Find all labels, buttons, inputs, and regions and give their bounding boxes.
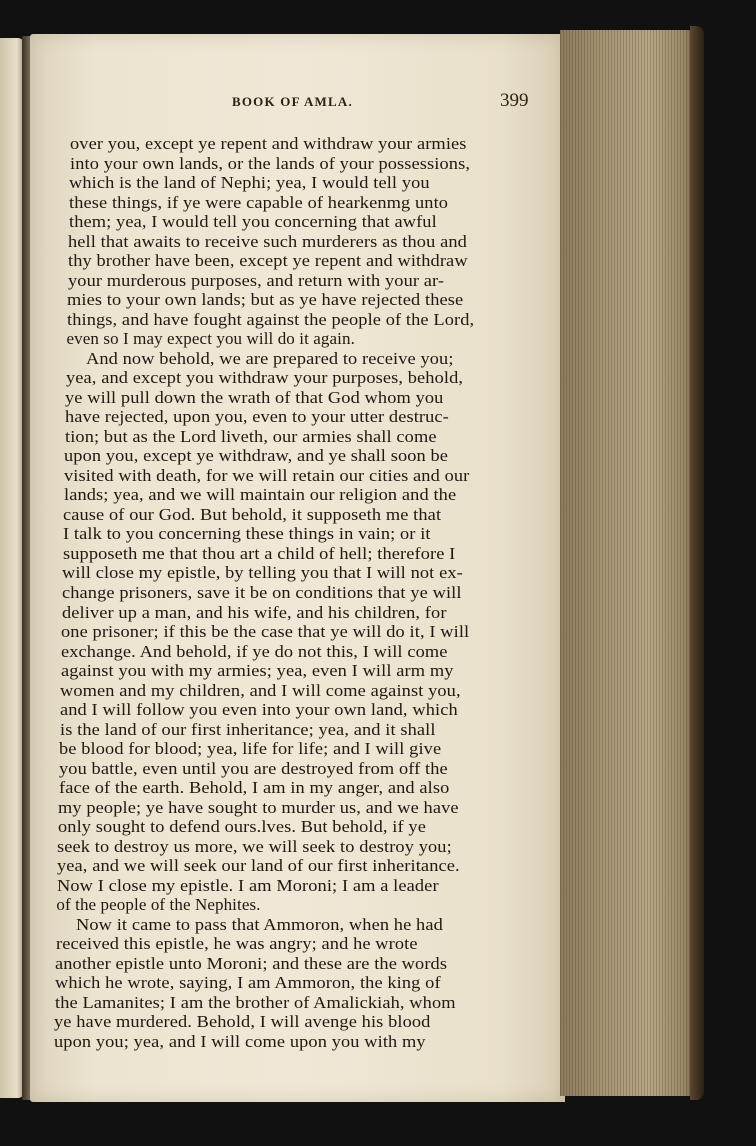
text-line: and I will follow you even into your own land, which bbox=[59, 700, 458, 720]
text-line: seek to destroy us more, we will seek to destroy you; bbox=[57, 836, 453, 856]
text-line: Now it came to pass that Ammoron, when he had bbox=[76, 914, 443, 934]
text-line: which is the land of Nephi; yea, I would tell you bbox=[69, 173, 430, 193]
text-line: even so I may expect you will do it again. bbox=[66, 329, 355, 349]
text-line: cause of our God. But behold, it supposeth me that bbox=[63, 504, 442, 524]
text-line: change prisoners, save it be on conditions that ye will bbox=[62, 583, 462, 602]
text-line: another epistle unto Moroni; and these are the words bbox=[55, 953, 448, 973]
text-line: Now I close my epistle. I am Moroni; I am a leader bbox=[56, 875, 439, 895]
text-line: received this epistle, he was angry; and he wrote bbox=[55, 934, 418, 954]
text-line: of the people of the Nephites. bbox=[56, 895, 261, 915]
text-line: yea, and except you withdraw your purposes, behold, bbox=[65, 368, 463, 388]
text-line: you battle, even until you are destroyed from off the bbox=[58, 758, 448, 778]
page-number: 399 bbox=[500, 90, 529, 111]
text-line: things, and have fought against the people of the Lord, bbox=[66, 309, 475, 329]
text-line: deliver up a man, and his wife, and his children, for bbox=[61, 602, 447, 622]
text-line: over you, except ye repent and withdraw your armies bbox=[70, 134, 467, 153]
text-line: supposeth me that thou art a child of hell; therefore I bbox=[62, 543, 456, 563]
text-line: which he wrote, saying, I am Ammoron, the king of bbox=[55, 973, 441, 993]
text-line: I talk to you concerning these things in vain; or it bbox=[63, 524, 431, 544]
text-line: be blood for blood; yea, life for life; and I will give bbox=[59, 739, 442, 759]
text-line: them; yea, I would tell you concerning that awful bbox=[68, 212, 437, 232]
text-line: exchange. And behold, if ye do not this, I will come bbox=[60, 641, 448, 661]
text-line: only sought to defend ours.lves. But behold, if ye bbox=[57, 817, 426, 837]
text-line: hell that awaits to receive such murderers as thou and bbox=[68, 231, 468, 251]
text-line: And now behold, we are prepared to receive you; bbox=[86, 348, 454, 368]
text-line: one prisoner; if this be the case that ye will do it, I will bbox=[61, 622, 470, 642]
running-head: BOOK OF AMLA. bbox=[232, 94, 353, 109]
text-line: is the land of our first inheritance; yea, and it shall bbox=[59, 719, 436, 739]
text-line: will close my epistle, by telling you that I will not ex- bbox=[62, 563, 464, 583]
text-line: thy brother have been, except ye repent and withdraw bbox=[67, 251, 468, 271]
text-line: the Lamanites; I am the brother of Amalickiah, whom bbox=[54, 992, 456, 1012]
text-line: visited with death, for we will retain our cities and our bbox=[64, 465, 470, 485]
text-line: these things, if ye were capable of hearkenmg unto bbox=[68, 192, 449, 212]
text-line: women and my children, and I will come against you, bbox=[60, 680, 461, 700]
text-line: ye have murdered. Behold, I will avenge his blood bbox=[54, 1012, 431, 1032]
text-line: ye will pull down the wrath of that God whom you bbox=[65, 387, 444, 407]
text-line: mies to your own lands; but as ye have rejected these bbox=[67, 290, 464, 310]
text-line: upon you; yea, and I will come upon you with my bbox=[54, 1032, 426, 1051]
text-line: against you with my armies; yea, even I will arm my bbox=[60, 661, 454, 681]
text-line: upon you, except ye withdraw, and ye shall soon be bbox=[64, 446, 449, 466]
text-line: have rejected, upon you, even to your utter destruc- bbox=[65, 407, 450, 427]
text-line: tion; but as the Lord liveth, our armies shall come bbox=[64, 426, 437, 446]
text-line: face of the earth. Behold, I am in my anger, and also bbox=[58, 778, 449, 798]
text-line: yea, and we will seek our land of our first inheritance. bbox=[57, 856, 460, 876]
text-line: your murderous purposes, and return with your ar- bbox=[67, 270, 444, 290]
text-line: my people; ye have sought to murder us, and we have bbox=[58, 797, 459, 817]
text-line: into your own lands, or the lands of your possessions, bbox=[69, 153, 470, 173]
text-line: lands; yea, and we will maintain our religion and the bbox=[63, 485, 456, 505]
